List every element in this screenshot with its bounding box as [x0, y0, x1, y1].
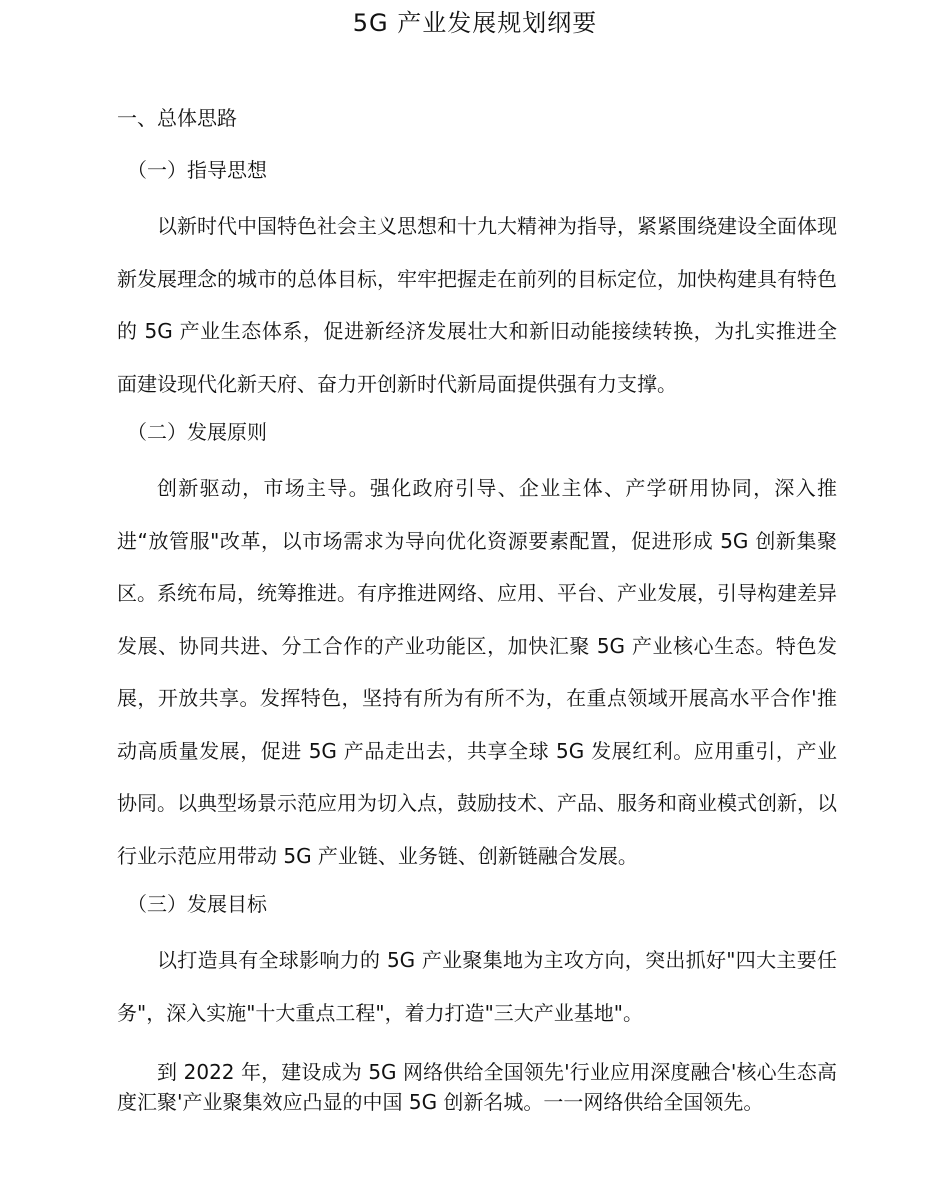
- paragraph-development-goals-2: 到 2022 年，建设成为 5G 网络供给全国领先'行业应用深度融合'核心生态高度汇聚'产业聚集效应凸显的中国 5G 创新名城。一一网络供给全国领先。: [117, 1060, 837, 1114]
- subsection-heading-development-goals: （三）发展目标: [127, 892, 267, 916]
- paragraph-guiding-ideology: 以新时代中国特色社会主义思想和十九大精神为指导，紧紧围绕建设全面体现新发展理念的城市的总体目标，牢牢把握走在前列的目标定位，加快构建具有特色的 5G 产业生态体系，促进新经济发展壮大和新旧动能接续转换，为扎实推进全面建设现代化新天府、奋力开创新时代新局面提供强有力支撑。: [117, 214, 837, 396]
- paragraph-development-goals-1: 以打造具有全球影响力的 5G 产业聚集地为主攻方向，突出抓好"四大主要任务"，深入实施"十大重点工程"，着力打造"三大产业基地"。: [117, 948, 837, 1025]
- section-heading-overall-approach: 一、总体思路: [117, 106, 237, 130]
- subsection-heading-guiding-ideology: （一）指导思想: [127, 158, 267, 182]
- document-title: 5G 产业发展规划纲要: [352, 9, 598, 37]
- document-body: [117, 96, 837, 1117]
- paragraph-development-principles: 创新驱动，市场主导。强化政府引导、企业主体、产学研用协同，深入推进“放管服"改革，以市场需求为导向优化资源要素配置，促进形成 5G 创新集聚区。系统布局，统筹推进。有序推进网络、应用、平台、产业发展，引导构建差异发展、协同共进、分工合作的产业功能区，加快汇聚 5G 产业核心生态。特色发展，开放共享。发挥特色，坚持有所为有所不为，在重点领域开展高水平合作'推动高质量发展，促进 5G 产品走出去，共享全球 5G 发展红利。应用重引，产业协同。以典型场景示范应用为切入点，鼓励技术、产品、服务和商业模式创新，以行业示范应用带动 5G 产业链、业务链、创新链融合发展。: [117, 476, 837, 868]
- subsection-heading-development-principles: （二）发展原则: [127, 420, 267, 444]
